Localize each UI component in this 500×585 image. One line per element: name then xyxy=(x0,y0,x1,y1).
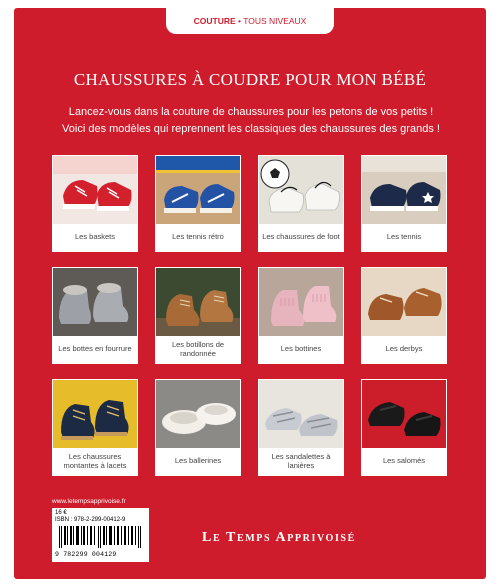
model-caption: Les baskets xyxy=(74,232,116,242)
barcode-label xyxy=(52,508,149,562)
model-caption: Les botillons de randonnée xyxy=(171,340,225,358)
intro-text xyxy=(28,104,474,138)
model-caption: Les chaussures de foot xyxy=(262,232,340,242)
model-card xyxy=(155,155,241,252)
model-card xyxy=(258,379,344,476)
model-card xyxy=(155,379,241,476)
intro-line-1: Lancez-vous dans la couture de chaussures pour les petons de vos petits ! xyxy=(68,106,434,118)
model-card xyxy=(155,267,241,364)
model-caption: Les tennis xyxy=(386,232,422,242)
model-caption: Les bottes en fourrure xyxy=(58,344,132,354)
category-separator: • xyxy=(235,16,244,26)
level-label: TOUS NIVEAUX xyxy=(243,16,307,26)
pink-fringe-boots-photo xyxy=(259,268,343,336)
model-card xyxy=(52,155,138,252)
blue-retro-tennis-photo xyxy=(156,156,240,224)
model-caption: Les tennis rétro xyxy=(172,232,224,242)
model-caption: Les bottines xyxy=(280,344,322,354)
publisher-logo: Le Temps Apprivoisé xyxy=(202,530,356,545)
model-caption: Les chaussures montantes à lacets xyxy=(63,452,127,470)
price: 16 € xyxy=(55,510,67,516)
category-tab xyxy=(166,8,334,34)
category-label: COUTURE xyxy=(193,16,236,26)
model-card xyxy=(52,379,138,476)
strap-sandals-photo xyxy=(259,380,343,448)
fur-boots-photo xyxy=(53,268,137,336)
model-caption: Les derbys xyxy=(385,344,423,354)
model-caption: Les salomés xyxy=(382,456,426,466)
red-sneakers-photo xyxy=(53,156,137,224)
website-url[interactable]: www.letempsapprivoise.fr xyxy=(52,498,126,505)
model-card xyxy=(361,379,447,476)
isbn: ISBN : 978-2-299-00412-9 xyxy=(55,517,126,523)
barcode-digits: 9 782299 004129 xyxy=(55,551,117,558)
model-card xyxy=(361,155,447,252)
model-card xyxy=(258,155,344,252)
barcode-icon xyxy=(55,526,145,548)
hiking-booties-photo xyxy=(156,268,240,336)
navy-tennis-photo xyxy=(362,156,446,224)
book-title: CHAUSSURES À COUDRE POUR MON BÉBÉ xyxy=(73,70,427,89)
model-card xyxy=(52,267,138,364)
model-caption: Les sandalettes à lanières xyxy=(271,452,331,470)
football-shoes-photo xyxy=(259,156,343,224)
model-card xyxy=(361,267,447,364)
model-card xyxy=(258,267,344,364)
barcode-area xyxy=(52,498,149,562)
white-ballerinas-photo xyxy=(156,380,240,448)
high-top-laced-photo xyxy=(53,380,137,448)
black-mary-janes-photo xyxy=(362,380,446,448)
brown-derbys-photo xyxy=(362,268,446,336)
intro-line-2: Voici des modèles qui reprennent les classiques des chaussures des grands ! xyxy=(62,123,440,135)
model-caption: Les ballerines xyxy=(174,456,222,466)
